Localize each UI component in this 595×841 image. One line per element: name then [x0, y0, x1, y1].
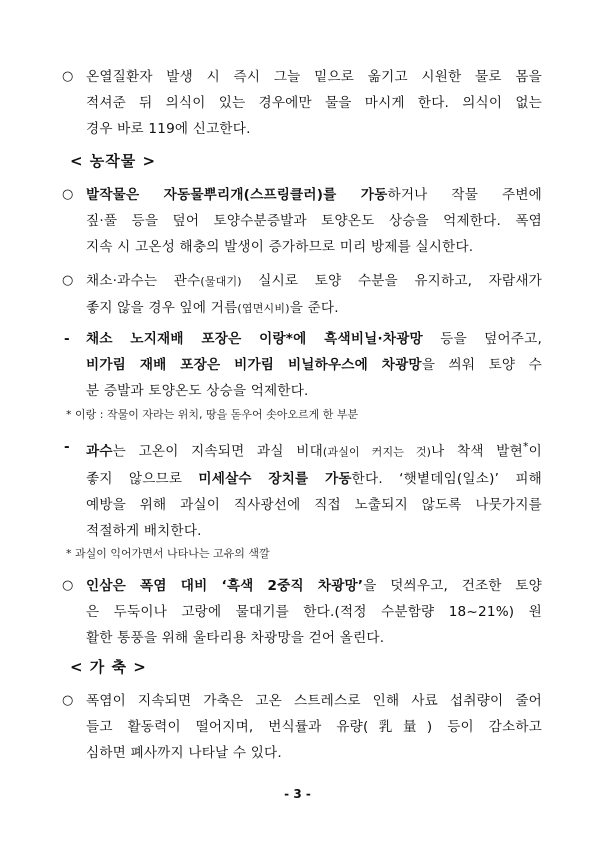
circle-bullet: ○: [62, 578, 74, 593]
dash-bullet: -: [64, 439, 70, 455]
footnote-coloring: * 과실이 익어가면서 나타나는 고유의 색깔: [66, 547, 270, 560]
text-line: 분 증발과 토양온도 상승을 억제한다.: [86, 383, 309, 399]
text-line: 예방을 위해 과실이 직사광선에 직접 노출되지 않도록 나뭇가지를: [86, 496, 542, 513]
paragraph-field-crops: [62, 182, 542, 260]
footnote-marker: *: [522, 440, 529, 453]
emphasis-text: 미세살수 장치를 가동: [198, 470, 352, 487]
text-span: 좋지 않으므로: [86, 470, 199, 487]
text-line: 짚·풀 등을 덮어 토양수분증발과 토양온도 상승을 억제한다. 폭염: [86, 213, 542, 229]
text-span: 실시로 토양 수분을 유지하고, 자람새가: [241, 273, 542, 289]
text-line: [66, 295, 542, 322]
section-heading-crops: < 농작물 >: [70, 152, 157, 170]
text-line: 경우 바로 119에 신고한다.: [86, 121, 251, 137]
text-span: 채소·과수는 관수: [86, 273, 201, 289]
text-span: 등을 덮어주고,: [422, 331, 542, 347]
text-span: 하거나 작물 주변에: [387, 187, 542, 203]
text-line: [66, 434, 542, 466]
page-number: - 3 -: [284, 787, 311, 801]
paragraph-heatstroke: [62, 64, 542, 142]
circle-bullet: ○: [62, 187, 74, 202]
text-line: 들고 활동력이 떨어지며, 번식률과 유량(乳量) 등이 감소하고: [86, 719, 542, 735]
text-line: 심하면 폐사까지 나타날 수 있다.: [86, 745, 282, 761]
emphasis-text: 인삼은 폭염 대비 ‘흑색 2중직 차광망’: [86, 578, 364, 594]
paragraph-ginseng: [62, 573, 542, 651]
footnote-ridge: * 이랑 : 작물이 자라는 위치, 땅을 돋우어 솟아오르게 한 부분: [66, 408, 359, 421]
paragraph-field-cultivation: [66, 326, 542, 404]
text-span: 는 고온이 지속되면 과실 비대: [112, 443, 323, 460]
emphasis-text: 발작물은 자동물뿌리개(스프링클러)를 가동: [86, 187, 388, 203]
text-line: 적셔준 뒤 의식이 있는 경우에만 물을 마시게 한다. 의식이 없는: [86, 95, 542, 111]
text-line: [66, 352, 542, 378]
circle-bullet: ○: [62, 273, 74, 288]
emphasis-text: 채소 노지재배 포장은 이랑*에 흑색비닐·차광망: [86, 331, 423, 347]
emphasis-text: 비가림 재배 포장은 비가림 비닐하우스에 차광망: [86, 357, 422, 373]
text-span: 이: [528, 443, 542, 460]
circle-bullet: ○: [62, 693, 74, 708]
annotation-text: (과실이 커지는 것): [322, 445, 432, 459]
text-line: [66, 573, 542, 599]
paragraph-fruit-trees: [66, 434, 542, 544]
text-span: 을 준다.: [289, 300, 339, 316]
text-span: 한다. ‘햇볕데임(일소)’ 피해: [351, 470, 542, 487]
annotation-text: (엽면시비): [237, 302, 290, 315]
circle-bullet: ○: [62, 69, 74, 84]
text-line: 폭염이 지속되면 가축은 고온 스트레스로 인해 사료 섭취량이 줄어: [86, 693, 542, 709]
emphasis-text: 과수: [86, 443, 113, 460]
text-line: [66, 466, 542, 492]
text-span: 좋지 않을 경우 잎에 거름: [86, 300, 238, 316]
paragraph-livestock: [62, 688, 542, 766]
text-line: 은 두둑이나 고랑에 물대기를 한다.(적정 수분함량 18~21%) 원: [86, 604, 542, 620]
text-line: [66, 326, 542, 352]
text-span: 을 덧씌우고, 건조한 토양: [363, 578, 542, 594]
text-span: 나 착색 발현: [431, 443, 523, 460]
text-line: [66, 182, 542, 208]
text-line: 온열질환자 발생 시 즉시 그늘 밑으로 옮기고 시원한 물로 몸을: [86, 69, 542, 85]
section-heading-livestock: < 가 축 >: [70, 658, 147, 676]
annotation-text: (물대기): [200, 275, 242, 288]
text-line: 활한 통풍을 위해 울타리용 차광망을 걷어 올린다.: [86, 630, 385, 646]
text-line: 적절하게 배치한다.: [86, 522, 202, 539]
text-line: [66, 268, 542, 295]
dash-bullet: -: [64, 331, 70, 347]
text-line: 지속 시 고온성 해충의 발생이 증가하므로 미리 방제를 실시한다.: [86, 239, 474, 255]
text-span: 을 씌워 토양 수: [421, 357, 542, 373]
paragraph-vegetables-fruits: [62, 268, 542, 322]
